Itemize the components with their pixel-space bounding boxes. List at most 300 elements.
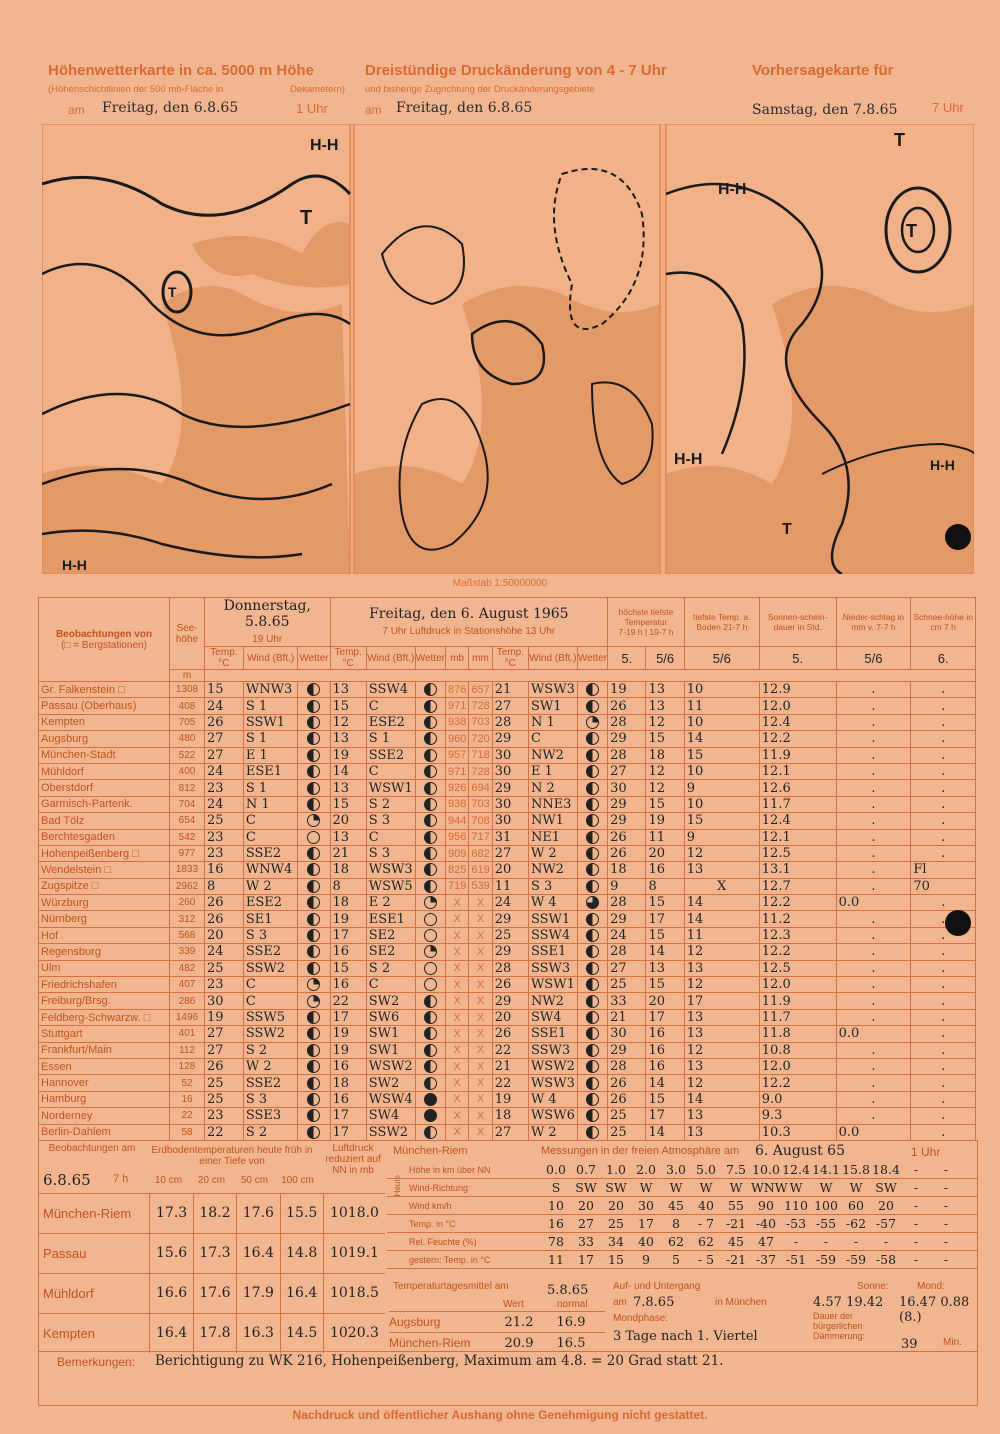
- weather-symbol-icon: [307, 1077, 320, 1090]
- aero-value: 17: [638, 1216, 654, 1231]
- temp-13h: 27: [492, 698, 528, 714]
- table-row: [39, 977, 976, 993]
- pressure-mb: 938: [445, 714, 468, 730]
- table-row: [39, 1009, 976, 1025]
- upper-map-subtitle: (Höhenschichtlinien der 500 mb-Fläche in: [48, 84, 224, 95]
- precipitation: .: [836, 927, 911, 943]
- pressure-mm: X: [469, 1075, 492, 1091]
- pressure-mm: 694: [469, 780, 492, 796]
- wind-7h: E 2: [366, 895, 415, 911]
- pressure-mm: 703: [469, 796, 492, 812]
- sunshine: 12.5: [759, 845, 836, 861]
- soil-temp: 17.6: [236, 1194, 279, 1233]
- precipitation: .: [836, 862, 911, 878]
- pressure-mb: X: [445, 1075, 468, 1091]
- weather-symbol-icon: [307, 1027, 320, 1040]
- station-height: 654: [170, 813, 205, 829]
- weather-7h: [415, 862, 445, 878]
- weather-symbol-icon: [586, 929, 599, 942]
- precipitation: 0.0: [836, 895, 911, 911]
- table-row: [39, 829, 976, 845]
- weather-symbol-icon: [586, 1126, 599, 1139]
- station-name: Stuttgart: [39, 1026, 170, 1042]
- temp-13h: 28: [492, 714, 528, 730]
- weather-13h: [577, 1058, 607, 1074]
- aero-value: -62: [845, 1216, 867, 1231]
- sunshine: 12.4: [759, 714, 836, 730]
- temp-7h: 13: [330, 682, 366, 698]
- high-label: H-H: [310, 137, 339, 154]
- table-row: [39, 944, 976, 960]
- station-header: Beobachtungen von (□ = Bergstationen): [39, 598, 170, 682]
- weather-19h: [298, 911, 330, 927]
- weather-symbol-icon: [586, 880, 599, 893]
- low-label: T: [906, 221, 917, 241]
- weather-19h: [298, 1091, 330, 1107]
- wind-19h: SSW2: [243, 960, 298, 976]
- weather-symbol-icon: [586, 1044, 599, 1057]
- weather-symbol-icon: [586, 798, 599, 811]
- sunshine: 10.3: [759, 1124, 836, 1140]
- aero-value: W: [789, 1180, 803, 1195]
- aero-value: 30: [638, 1198, 654, 1213]
- table-row: [39, 845, 976, 861]
- soil-time: 7 h: [113, 1173, 129, 1185]
- temp-13h: 29: [492, 911, 528, 927]
- weather-symbol-icon: [424, 716, 437, 729]
- weather-19h: [298, 1124, 330, 1140]
- snow-depth: .: [911, 731, 976, 747]
- wind-13h: WSW3: [528, 1075, 577, 1091]
- weather-symbol-icon: [424, 1044, 437, 1057]
- precipitation: .: [836, 682, 911, 698]
- station-height: 260: [170, 895, 205, 911]
- ground-temp: 10: [684, 796, 759, 812]
- mm-header: mm: [469, 647, 492, 670]
- pressure-mm: 539: [469, 878, 492, 894]
- pressure-mm: X: [469, 927, 492, 943]
- station-height: 977: [170, 845, 205, 861]
- weather-symbol-icon: [424, 1126, 437, 1139]
- weather-symbol-icon: [307, 798, 320, 811]
- snow-depth: .: [911, 960, 976, 976]
- pressure-mm: 682: [469, 845, 492, 861]
- pressure-mb: X: [445, 944, 468, 960]
- day2-header: Freitag, den 6. August 1965 7 Uhr Luftdruck in Stationshöhe 13 Uhr: [330, 598, 608, 647]
- weather-13h: [577, 895, 607, 911]
- sunshine: 12.2: [759, 731, 836, 747]
- aero-value: 8: [672, 1216, 680, 1231]
- snow-depth: .: [911, 895, 976, 911]
- soil-depths: [147, 1175, 319, 1186]
- weather-symbol-icon: [424, 1077, 437, 1090]
- station-height: 401: [170, 1026, 205, 1042]
- precipitation: 0.0: [836, 1124, 911, 1140]
- min-temp: 16: [646, 862, 684, 878]
- wind-19h: SE1: [243, 911, 298, 927]
- temp-13h: 27: [492, 1124, 528, 1140]
- snow-depth: .: [911, 1042, 976, 1058]
- aero-value: 110: [784, 1198, 808, 1213]
- sunshine: 12.5: [759, 960, 836, 976]
- aero-value: -: [913, 1216, 919, 1231]
- wind-7h: C: [366, 763, 415, 779]
- weather-symbol-icon: [307, 978, 320, 991]
- wind-13h: NE1: [528, 829, 577, 845]
- weather-7h: [415, 714, 445, 730]
- soil-temp: 14.5: [280, 1314, 323, 1353]
- wind-19h: S 1: [243, 698, 298, 714]
- temp-19h: 24: [205, 796, 244, 812]
- weather-symbol-icon: [307, 995, 320, 1008]
- weather-19h: [298, 944, 330, 960]
- weather-symbol-icon: [307, 1011, 320, 1024]
- weather-symbol-icon: [424, 896, 437, 909]
- weather-symbol-icon: [586, 782, 599, 795]
- max-temp: 29: [608, 1042, 646, 1058]
- ground-temp: 9: [684, 829, 759, 845]
- temp-7h: 18: [330, 1075, 366, 1091]
- weather-7h: [415, 895, 445, 911]
- weather-19h: [298, 813, 330, 829]
- wind-19h: C: [243, 813, 298, 829]
- temp-13h: 29: [492, 993, 528, 1009]
- pressure-mb: 971: [445, 698, 468, 714]
- ground-temp: 13: [684, 862, 759, 878]
- max-temp: 21: [608, 1009, 646, 1025]
- wind-7h: WSW5: [366, 878, 415, 894]
- snow-depth: .: [911, 927, 976, 943]
- wind-13h: WSW3: [528, 682, 577, 698]
- weather-7h: [415, 1091, 445, 1107]
- pressure-mb: X: [445, 977, 468, 993]
- moon-label: Mond:: [917, 1281, 945, 1292]
- station-name: Frankfurt/Main: [39, 1042, 170, 1058]
- moon-phase: 3 Tage nach 1. Viertel: [613, 1329, 758, 1344]
- wind-19h: S 1: [243, 780, 298, 796]
- pressure-change-subtitle: und bisherige Zugrichtung der Druckänderungsgebiete: [365, 84, 595, 95]
- weather-13h: [577, 780, 607, 796]
- temp-7h: 8: [330, 878, 366, 894]
- min-temp: 15: [646, 895, 684, 911]
- temp-13h: 30: [492, 747, 528, 763]
- pressure-mb: 971: [445, 763, 468, 779]
- weather-symbol-icon: [586, 716, 599, 729]
- max-temp: 28: [608, 747, 646, 763]
- precipitation: .: [836, 878, 911, 894]
- aerology-time: 1 Uhr: [911, 1145, 941, 1159]
- temp-13h: 30: [492, 796, 528, 812]
- weather-13h: [577, 845, 607, 861]
- snow-depth: .: [911, 1075, 976, 1091]
- soil-temp: 15.6: [149, 1234, 192, 1273]
- forecast-map-title: Vorhersagekarte für: [752, 62, 894, 79]
- weather-symbol-icon: [586, 995, 599, 1008]
- sunshine: 12.2: [759, 944, 836, 960]
- weather-13h: [577, 960, 607, 976]
- temp-13h: 18: [492, 1108, 528, 1124]
- sea-level-pressure: 1018.5: [323, 1274, 385, 1313]
- temp-19h: 27: [205, 1026, 244, 1042]
- snow-depth: .: [911, 829, 976, 845]
- weather-13h: [577, 1009, 607, 1025]
- precipitation: .: [836, 1042, 911, 1058]
- wind-19h: SSW2: [243, 1026, 298, 1042]
- table-row: [39, 911, 976, 927]
- pressure-mb: X: [445, 1009, 468, 1025]
- min-temp: 13: [646, 960, 684, 976]
- wind-19h: SSE2: [243, 1075, 298, 1091]
- ground-temp: 12: [684, 845, 759, 861]
- max-temp: 26: [608, 829, 646, 845]
- aero-value: 20: [578, 1198, 594, 1213]
- soil-station: Kempten: [43, 1326, 96, 1341]
- pressure-mm: X: [469, 993, 492, 1009]
- min-temp: 20: [646, 993, 684, 1009]
- wind-13h: WSW2: [528, 1058, 577, 1074]
- yesterday-temp-row: [387, 1251, 977, 1269]
- wind-13h: W 2: [528, 1124, 577, 1140]
- wind-7h: SW6: [366, 1009, 415, 1025]
- soil-date: 6.8.65: [43, 1171, 91, 1189]
- wind-7h: S 1: [366, 731, 415, 747]
- dusk-duration: 39: [901, 1337, 918, 1352]
- soil-station: München-Riem: [43, 1206, 132, 1221]
- precipitation: .: [836, 1009, 911, 1025]
- weather-symbol-icon: [586, 945, 599, 958]
- sun-label: Sonne:: [857, 1281, 889, 1292]
- weather-symbol-icon: [586, 847, 599, 860]
- temp-7h: 12: [330, 714, 366, 730]
- temp-header: Temp. °C: [330, 647, 366, 670]
- weather-7h: [415, 1108, 445, 1124]
- weather-symbol-icon: [307, 749, 320, 762]
- weather-13h: [577, 993, 607, 1009]
- weather-symbol-icon: [307, 880, 320, 893]
- aero-value: -: [943, 1198, 949, 1213]
- day1-header: Donnerstag, 5.8.65 19 Uhr: [205, 598, 331, 647]
- snow-depth: .: [911, 780, 976, 796]
- temp-13h: 29: [492, 944, 528, 960]
- wind-19h: WNW4: [243, 862, 298, 878]
- precipitation: .: [836, 813, 911, 829]
- aero-value: 78: [548, 1234, 564, 1249]
- weather-19h: [298, 927, 330, 943]
- row-label: Temp. in °C: [409, 1218, 456, 1229]
- aero-value: 1.0: [606, 1162, 626, 1177]
- soil-obs-label: Beobachtungen am: [48, 1143, 136, 1154]
- snow-depth: 70: [911, 878, 976, 894]
- astro-place: in München: [715, 1297, 767, 1308]
- temp-19h: 8: [205, 878, 244, 894]
- maxmin-header: höchste tiefste Temperatur 7-19 h | 19-7 h: [608, 598, 685, 647]
- sunshine: 9.0: [759, 1091, 836, 1107]
- sea-level-pressure: 1019.1: [323, 1234, 385, 1273]
- ground-temp: 15: [684, 747, 759, 763]
- dusk-unit: Min.: [943, 1337, 962, 1348]
- max-temp: 28: [608, 714, 646, 730]
- soil-station: Passau: [43, 1246, 87, 1261]
- temp-7h: 13: [330, 829, 366, 845]
- weather-7h: [415, 1026, 445, 1042]
- aero-value: -55: [815, 1216, 837, 1231]
- table-row: [39, 895, 976, 911]
- weather-symbol-icon: [307, 847, 320, 860]
- snow-depth: .: [911, 796, 976, 812]
- astro-am: am: [613, 1297, 627, 1308]
- wind-header: Wind (Bft.): [528, 647, 577, 670]
- min-temp: 17: [646, 1009, 684, 1025]
- max-temp: 25: [608, 1124, 646, 1140]
- snow-depth: .: [911, 944, 976, 960]
- wind-7h: ESE1: [366, 911, 415, 927]
- high-label: H-H: [930, 457, 955, 473]
- station-height: 408: [170, 698, 205, 714]
- sunshine: 9.3: [759, 1108, 836, 1124]
- pressure-mb: X: [445, 960, 468, 976]
- low-label: T: [782, 521, 792, 538]
- aero-value: -53: [785, 1216, 807, 1231]
- table-row: [39, 960, 976, 976]
- weather-symbol-icon: [586, 700, 599, 713]
- low-label: T: [168, 284, 177, 300]
- dusk-label: Dauer der bürgerlichen Dämmerung:: [813, 1311, 866, 1341]
- soil-temp: 16.3: [236, 1314, 279, 1353]
- weather-13h: [577, 682, 607, 698]
- station-height: 407: [170, 977, 205, 993]
- snow-depth: .: [911, 993, 976, 1009]
- station-height: 480: [170, 731, 205, 747]
- min-temp: 16: [646, 1042, 684, 1058]
- weather-13h: [577, 1091, 607, 1107]
- pressure-mm: X: [469, 1108, 492, 1124]
- wind-7h: SE2: [366, 944, 415, 960]
- wind-13h: NW2: [528, 747, 577, 763]
- pressure-mb: 825: [445, 862, 468, 878]
- sunshine: 12.4: [759, 813, 836, 829]
- temp-19h: 26: [205, 911, 244, 927]
- wind-19h: SSW5: [243, 1009, 298, 1025]
- station-name: Hamburg: [39, 1091, 170, 1107]
- aero-value: 0.7: [576, 1162, 596, 1177]
- day-header: 6.: [911, 647, 976, 670]
- pressure-mb: 876: [445, 682, 468, 698]
- wind-13h: SW4: [528, 1009, 577, 1025]
- aero-value: 11: [548, 1252, 564, 1267]
- temp-19h: 24: [205, 763, 244, 779]
- sunshine: 12.6: [759, 780, 836, 796]
- astro-title: Auf- und Untergang: [613, 1281, 701, 1292]
- weather-symbol-icon: [307, 913, 320, 926]
- weather-symbol-icon: [307, 1060, 320, 1073]
- aero-value: W: [729, 1180, 743, 1195]
- weather-symbol-icon: [424, 1093, 437, 1106]
- max-temp: 27: [608, 763, 646, 779]
- aero-value: -51: [785, 1252, 807, 1267]
- aero-value: 20: [608, 1198, 624, 1213]
- weather-19h: [298, 796, 330, 812]
- aero-value: 45: [668, 1198, 684, 1213]
- weather-7h: [415, 1009, 445, 1025]
- pressure-mb: X: [445, 1124, 468, 1140]
- min-temp: 15: [646, 731, 684, 747]
- temp-19h: 25: [205, 960, 244, 976]
- min-temp: 8: [646, 878, 684, 894]
- wind-7h: C: [366, 977, 415, 993]
- temp-7h: 15: [330, 698, 366, 714]
- temp-7h: 16: [330, 1058, 366, 1074]
- pressure-mb: 944: [445, 813, 468, 829]
- station-height: 522: [170, 747, 205, 763]
- low-label: T: [300, 207, 313, 229]
- aero-value: -40: [755, 1216, 777, 1231]
- aero-value: 5.0: [696, 1162, 716, 1177]
- temp-13h: 21: [492, 682, 528, 698]
- aero-value: -: [943, 1252, 949, 1267]
- weather-symbol-icon: [586, 913, 599, 926]
- pressure-mm: X: [469, 960, 492, 976]
- pressure-mb: X: [445, 1026, 468, 1042]
- wind-13h: W 4: [528, 1091, 577, 1107]
- table-row: [39, 780, 976, 796]
- temp-19h: 23: [205, 829, 244, 845]
- wind-13h: SSW3: [528, 1042, 577, 1058]
- max-temp: 18: [608, 862, 646, 878]
- aero-value: 16: [548, 1216, 564, 1231]
- weather-7h: [415, 1042, 445, 1058]
- aero-value: W: [699, 1180, 713, 1195]
- precipitation: .: [836, 731, 911, 747]
- wind-19h: W 2: [243, 878, 298, 894]
- table-row: [39, 763, 976, 779]
- aero-value: 2.0: [636, 1162, 656, 1177]
- wind-7h: SE2: [366, 927, 415, 943]
- wind-7h: WSW1: [366, 780, 415, 796]
- moon-phase-label: Mondphase:: [613, 1313, 669, 1324]
- station-name: Norderney: [39, 1108, 170, 1124]
- snow-depth: .: [911, 1108, 976, 1124]
- station-height: 339: [170, 944, 205, 960]
- weather-header: Wetter: [577, 647, 607, 670]
- sun-times: 4.57 19.42: [813, 1295, 884, 1310]
- station-name: Bad Tölz: [39, 813, 170, 829]
- soil-rows: [39, 1193, 385, 1353]
- row-label: Höhe in km über NN: [409, 1164, 491, 1175]
- weather-symbol-icon: [424, 847, 437, 860]
- pressure-mm: X: [469, 977, 492, 993]
- station-height: 1496: [170, 1009, 205, 1025]
- wind-7h: SW1: [366, 1042, 415, 1058]
- precipitation: .: [836, 747, 911, 763]
- wind-header: Wind (Bft.): [243, 647, 298, 670]
- min-temp: 20: [646, 845, 684, 861]
- max-temp: 29: [608, 813, 646, 829]
- aero-value: 20: [878, 1198, 894, 1213]
- weather-symbol-icon: [307, 831, 320, 844]
- precipitation: .: [836, 1108, 911, 1124]
- aero-value: 62: [668, 1234, 684, 1249]
- weather-13h: [577, 714, 607, 730]
- weather-symbol-icon: [424, 978, 437, 991]
- ground-temp: 14: [684, 911, 759, 927]
- temp-7h: 13: [330, 731, 366, 747]
- weather-19h: [298, 993, 330, 1009]
- daily-mean-value-header: Wert: [503, 1299, 524, 1310]
- wind-13h: NW1: [528, 813, 577, 829]
- aero-value: S: [551, 1180, 561, 1195]
- min-temp: 14: [646, 1075, 684, 1091]
- sunshine: 12.3: [759, 927, 836, 943]
